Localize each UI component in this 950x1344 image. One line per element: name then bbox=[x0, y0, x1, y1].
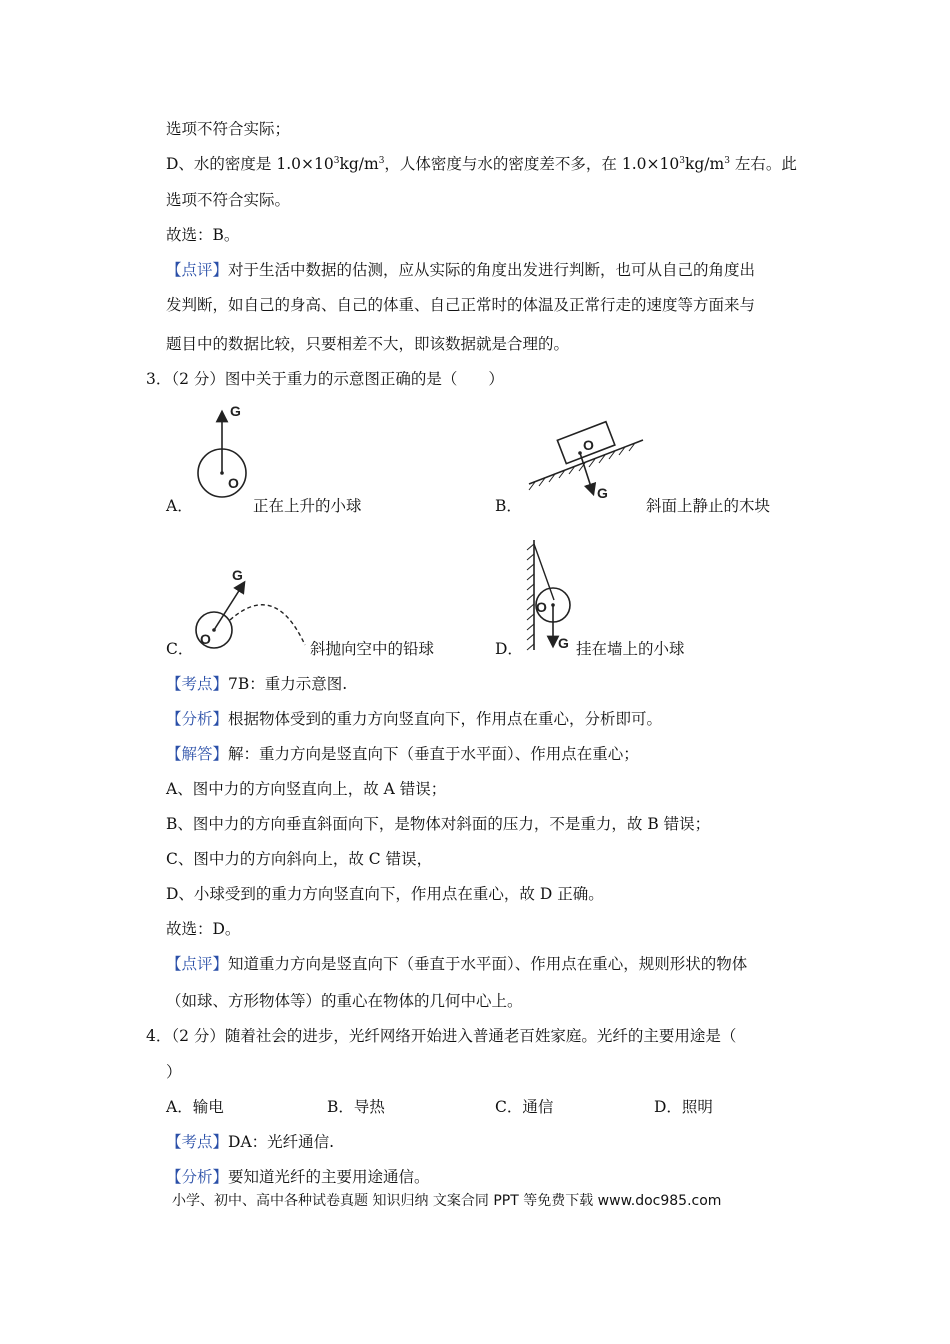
text-line: ） bbox=[166, 1063, 182, 1081]
force-label: G bbox=[230, 403, 241, 419]
force-label: G bbox=[558, 635, 569, 651]
text-line: （如球、方形物体等）的重心在物体的几何中心上。 bbox=[166, 992, 523, 1010]
fenxi-line: 【分析】要知道光纤的主要用途通信。 bbox=[166, 1168, 430, 1186]
text-line: C、图中力的方向斜向上，故 C 错误， bbox=[166, 850, 433, 868]
answer-line: 故选：B。 bbox=[166, 226, 240, 244]
answer-line: 故选：D。 bbox=[166, 920, 241, 938]
comment-line: 【点评】对于生活中数据的估测，应从实际的角度出发进行判断，也可从自己的角度出 bbox=[166, 261, 756, 279]
option-b-caption: 斜面上静止的木块 bbox=[646, 497, 771, 515]
option-d-caption: 挂在墙上的小球 bbox=[576, 640, 685, 658]
option-a-caption: 正在上升的小球 bbox=[253, 497, 362, 515]
text-line: B、图中力的方向垂直斜面向下，是物体对斜面的压力，不是重力，故 B 错误； bbox=[166, 815, 711, 833]
option-a-letter: A． bbox=[166, 497, 193, 515]
text-line: D、小球受到的重力方向竖直向下，作用点在重心，故 D 正确。 bbox=[166, 885, 604, 903]
kaodian-tag: 【考点】 bbox=[166, 675, 229, 693]
center-label: O bbox=[536, 599, 547, 615]
jieda-tag: 【解答】 bbox=[166, 745, 229, 763]
comment-tag: 【点评】 bbox=[166, 261, 229, 279]
option-c-letter: C． bbox=[166, 640, 194, 658]
kaodian-line: 【考点】DA：光纤通信. bbox=[166, 1133, 335, 1151]
question-3-stem: 3．（2 分）图中关于重力的示意图正确的是（ ） bbox=[146, 370, 504, 388]
question-4-stem: 4．（2 分）随着社会的进步，光纤网络开始进入普通老百姓家庭。光纤的主要用途是（ bbox=[146, 1027, 737, 1045]
kaodian-tag: 【考点】 bbox=[166, 1133, 229, 1151]
text-line: 选项不符合实际； bbox=[166, 120, 291, 138]
text-line: 题目中的数据比较，只要相差不大，即该数据就是合理的。 bbox=[166, 335, 570, 353]
jieda-line: 【解答】解：重力方向是竖直向下（垂直于水平面）、作用点在重心； bbox=[166, 745, 639, 763]
option-b-letter: B． bbox=[495, 497, 522, 515]
dianping-tag: 【点评】 bbox=[166, 955, 229, 973]
option-b: B．导热 bbox=[327, 1098, 385, 1116]
figure-c-thrown-shot bbox=[190, 560, 315, 655]
figure-d-ball-on-wall bbox=[524, 538, 576, 655]
center-label: O bbox=[583, 437, 594, 453]
center-label: O bbox=[200, 631, 211, 647]
fenxi-tag: 【分析】 bbox=[166, 710, 229, 728]
kaodian-line: 【考点】7B：重力示意图. bbox=[166, 675, 348, 693]
text-line: 选项不符合实际。 bbox=[166, 191, 291, 209]
text-line: D、水的密度是 $1.0\times 10^3kg/m^3$，人体密度与水的密度差不多，在 $1.0\times 10^3kg/m^3$ 左右。此 bbox=[166, 155, 797, 173]
option-c: C．通信 bbox=[495, 1098, 554, 1116]
option-c-caption: 斜抛向空中的铅球 bbox=[310, 640, 435, 658]
figure-b-block-on-incline bbox=[525, 420, 650, 505]
fenxi-line: 【分析】根据物体受到的重力方向竖直向下，作用点在重心，分析即可。 bbox=[166, 710, 663, 728]
option-d-letter: D． bbox=[495, 640, 523, 658]
page-footer: 小学、初中、高中各种试卷真题 知识归纳 文案合同 PPT 等免费下载 www.doc985.com bbox=[172, 1193, 722, 1209]
fenxi-tag: 【分析】 bbox=[166, 1168, 229, 1186]
force-label: G bbox=[597, 485, 608, 501]
option-a: A．输电 bbox=[166, 1098, 224, 1116]
option-d: D．照明 bbox=[654, 1098, 713, 1116]
figure-a-rising-ball bbox=[190, 398, 260, 508]
center-label: O bbox=[228, 475, 239, 491]
text-line: 发判断，如自己的身高、自己的体重、自己正常时的体温及正常行走的速度等方面来与 bbox=[166, 296, 756, 314]
force-label: G bbox=[232, 567, 243, 583]
text-line: A、图中力的方向竖直向上，故 A 错误； bbox=[166, 780, 447, 798]
dianping-line: 【点评】知道重力方向是竖直向下（垂直于水平面）、作用点在重心，规则形状的物体 bbox=[166, 955, 748, 973]
